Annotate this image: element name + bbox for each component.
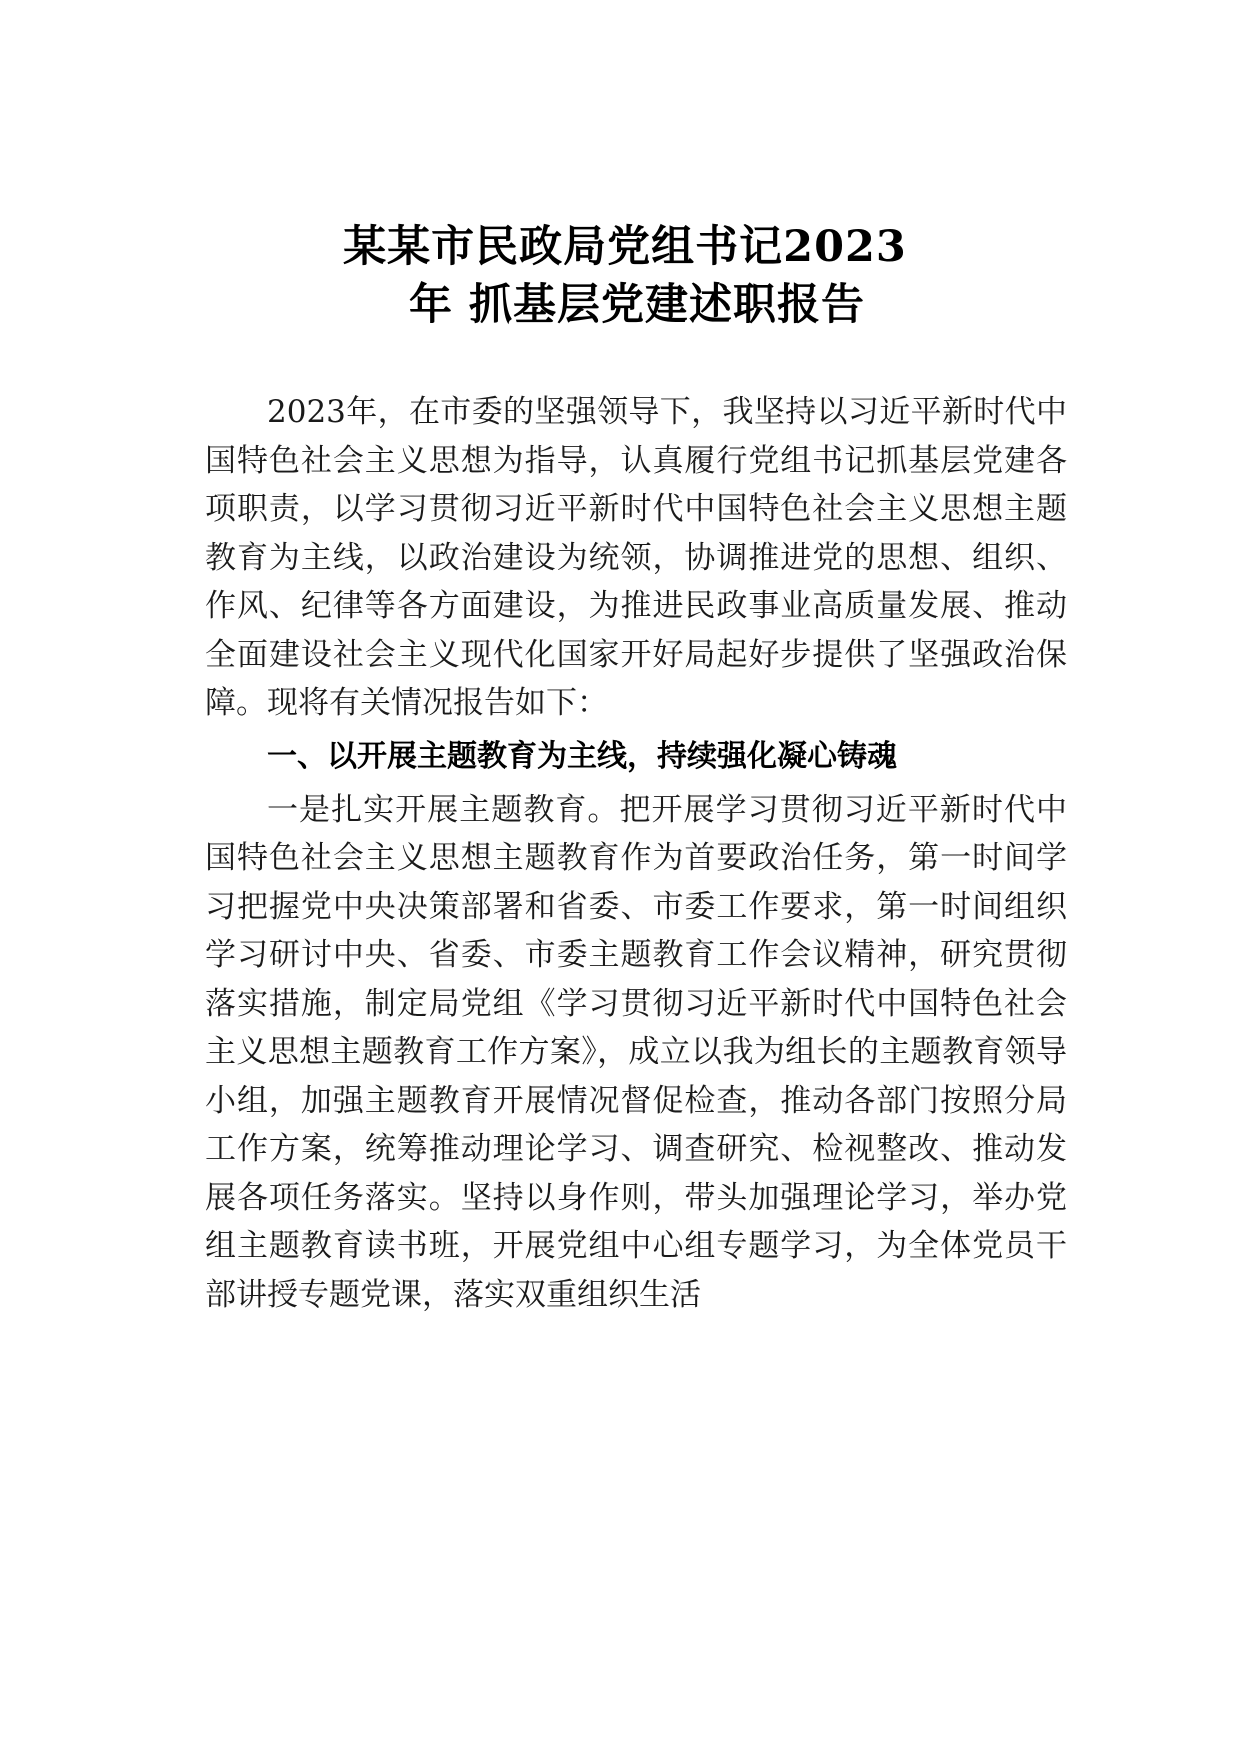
title-line-2: 年 抓基层党建述职报告 (409, 280, 865, 330)
section-1-paragraph: 一是扎实开展主题教育。把开展学习贯彻习近平新时代中国特色社会主义思想主题教育作为首要政治任务，第一时间学习把握党中央决策部署和省委、市委工作要求，第一时间组织学习研讨中央、省委、市委主题教育工作会议精神，研究贯彻落实措施，制定局党组《学习贯彻习近平新时代中国特色社会主义思想主题教育工作方案》，成立以我为组长的主题教育领导小组，加强主题教育开展情况督促检查，推动各部门按照分局工作方案，统筹推动理论学习、调查研究、检视整改、推动发展各项任务落实。坚持以身作则，带头加强理论学习，举办党组主题教育读书班，开展党组中心组专题学习，为全体党员干部讲授专题党课，落实双重组织生活 (205, 791, 1067, 1313)
document-body (205, 388, 1067, 1319)
intro-paragraph: 2023年，在市委的坚强领导下，我坚持以习近平新时代中国特色社会主义思想为指导，认真履行党组书记抓基层党建各项职责，以学习贯彻习近平新时代中国特色社会主义思想主题教育为主线，以政治建设为统领，协调推进党的思想、组织、作风、纪律等各方面建设，为推进民政事业高质量发展、推动全面建设社会主义现代化国家开好局起好步提供了坚强政治保障。现将有关情况报告如下： (205, 394, 1067, 721)
document-title (0, 218, 1240, 334)
title-line-1: 某某市民政局党组书记2023 (343, 222, 907, 272)
section-1-heading: 一、以开展主题教育为主线，持续强化凝心铸魂 (267, 738, 897, 774)
